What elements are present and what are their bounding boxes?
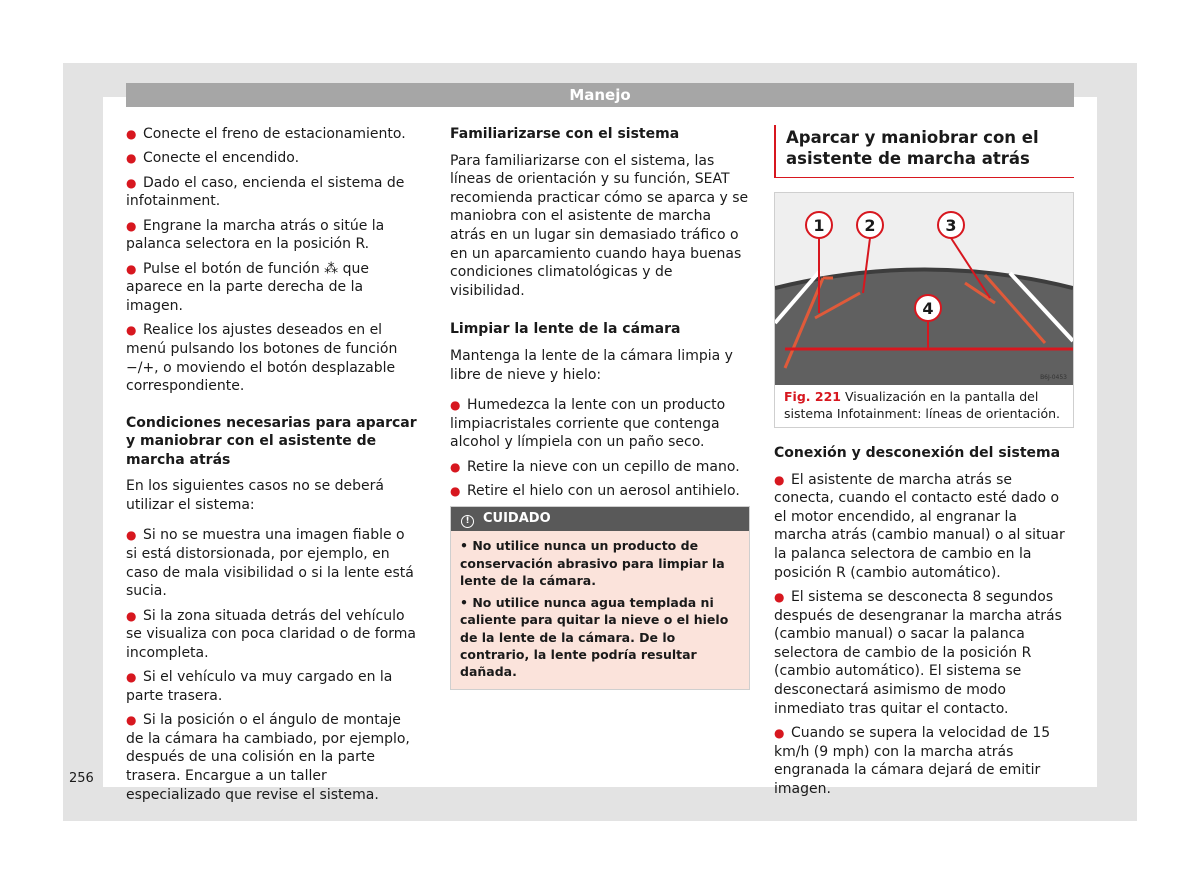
bullet-icon: ● [126,670,137,685]
bullet-icon: ● [126,608,137,623]
list-item: ● Retire la nieve con un cepillo de mano. [450,458,740,475]
marker-1 [806,212,832,238]
bullet-icon: ● [450,484,461,499]
list-item: ● Retire el hielo con un aerosol antihielo. [450,483,740,500]
marker-label: 4 [922,299,934,318]
figure-label: Fig. 221 [784,389,841,404]
clean-lens-list [450,396,750,501]
list-item: ● Conecte el encendido. [126,150,300,167]
figure-code: B6J-0453 [1040,374,1067,381]
list-item: ● Si la posición o el ángulo de montaje de la cámara ha cambiado, por ejemplo, después de una colisión en la parte trasera. Encargue a un taller especializado que revise el sistema. [126,712,410,803]
list-item: ● Si el vehículo va muy cargado en la parte trasera. [126,669,393,704]
conditions-list [126,526,420,804]
bullet-icon: ● [450,398,461,413]
list-item: ● El asistente de marcha atrás se conecta, cuando el contacto esté dado o el motor encendido, al engranar la marcha atrás (cambio manual) o al situar la palanca selectora de cambio en la posición R (cambio automático). [774,471,1065,581]
list-item: ● Si la zona situada detrás del vehículo se visualiza con poca claridad o de forma incompleta. [126,607,417,661]
figure [774,192,1074,428]
list-item: ● Engrane la marcha atrás o sitúe la palanca selectora en la posición R. [126,217,385,253]
warning-icon: ! [461,515,474,528]
column-left [126,125,420,810]
list-item: ● Si no se muestra una imagen fiable o si está distorsionada, por ejemplo, en caso de mala visibilidad o si la lente está sucia. [126,527,414,600]
marker-4 [915,295,941,321]
bullet-icon: ● [126,151,137,166]
marker-label: 2 [864,216,876,235]
column-right [774,125,1074,804]
bullet-icon: ● [126,528,137,543]
caution-title: CUIDADO [483,511,551,527]
bullet-icon: ● [126,127,137,141]
bullet-icon: ● [126,713,137,728]
familiarize-heading: Familiarizarse con el sistema [450,126,680,142]
list-item: ● Humedezca la lente con un producto limpiacristales corriente que contenga alcohol y límpiela con un paño seco. [450,397,726,451]
conditions-heading: Condiciones necesarias para aparcar y maniobrar con el asistente de marcha atrás [126,414,417,468]
bullet-icon: ● [126,175,137,190]
list-item: ● Dado el caso, encienda el sistema de infotainment. [126,174,405,210]
bullet-icon: ● [450,459,461,474]
caution-item: • No utilice nunca un producto de conservación abrasivo para limpiar la lente de la cámara. [460,538,725,589]
clean-lens-intro: Mantenga la lente de la cámara limpia y libre de nieve y hielo: [450,347,733,383]
column-middle [450,125,750,690]
list-item: ● Pulse el botón de función ⁂ que aparece en la parte derecha de la imagen. [126,260,369,314]
list-item: ● Conecte el freno de estacionamiento. [126,126,406,142]
figure-caption [775,385,1073,427]
clean-lens-heading: Limpiar la lente de la cámara [450,321,681,338]
list-item: ● El sistema se desconecta 8 segundos después de desengranar la marcha atrás (cambio manual) o sacar la palanca selectora de cambio de la posición R (cambio automático). El sistema se desconectará asimismo de modo inmediato tras quitar el contacto. [774,588,1062,717]
bullet-icon: ● [126,218,137,233]
bullet-icon: ● [774,472,785,487]
connect-heading: Conexión y desconexión del sistema [774,445,1061,461]
section-title: Aparcar y maniobrar con el asistente de marcha atrás [774,125,1074,178]
caution-item: • No utilice nunca agua templada ni caliente para quitar la nieve o el hielo de la lente de la cámara. De lo contrario, la lente podría resultar dañada. [460,594,729,680]
bullet-icon: ● [126,261,137,276]
marker-3 [938,212,964,238]
caution-body [451,531,749,688]
marker-label: 3 [945,216,957,235]
steps-list [126,125,420,396]
list-item: ● Realice los ajustes deseados en el menú pulsando los botones de función −/+, o moviendo el botón desplazable correspondiente. [126,322,398,395]
caution-header [451,507,749,531]
bullet-icon: ● [774,589,785,604]
familiarize-text: Para familiarizarse con el sistema, las líneas de orientación y su función, SEAT recomienda practicar cómo se aparca y se maniobra con el asistente de marcha atrás en un lugar sin demasiado tráfico o en un aparcamiento cuando haya buenas condiciones climatológicas y de visibilidad. [450,152,749,299]
bullet-icon: ● [126,323,137,338]
rear-camera-display-illustration [775,193,1073,385]
marker-label: 1 [813,216,825,235]
connect-list [774,471,1074,799]
conditions-intro: En los siguientes casos no se deberá utilizar el sistema: [126,478,384,513]
page-number: 256 [69,771,94,786]
caution-box [450,506,750,689]
page-header: Manejo [126,83,1074,107]
bullet-icon: ● [774,725,785,740]
marker-2 [857,212,883,238]
figure-caption-text: Visualización en la pantalla del sistema Infotainment: líneas de orientación. [784,389,1061,421]
list-item: ● Cuando se supera la velocidad de 15 km/h (9 mph) con la marcha atrás engranada la cámara dejará de emitir imagen. [774,724,1051,797]
